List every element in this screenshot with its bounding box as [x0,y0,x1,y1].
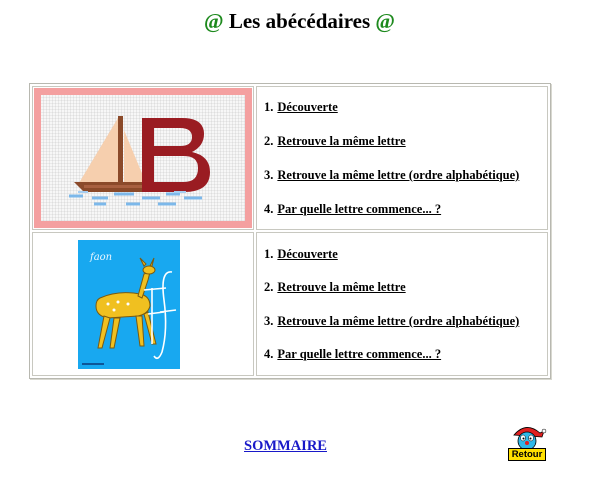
list-item [264,314,519,329]
abecedaire-2-links-cell [256,232,548,376]
link-number: 3. [264,168,274,182]
decouverte-link[interactable]: Découverte [277,247,338,261]
fawn-letter-f-image[interactable] [78,240,180,369]
page-title [0,9,599,34]
link-number: 2. [264,134,274,148]
link-number: 4. [264,202,274,216]
list-item [264,134,406,149]
link-number: 4. [264,347,274,361]
abecedaire-2-image-cell [32,232,254,376]
list-item [264,247,338,262]
abecedaire-1-links-cell [256,86,548,230]
sommaire-link[interactable]: SOMMAIRE [244,438,327,454]
par-quelle-lettre-link[interactable]: Par quelle lettre commence... ? [277,347,442,361]
retrouve-ordre-alphabetique-link[interactable]: Retrouve la même lettre (ordre alphabétique) [277,168,520,182]
retrouve-ordre-alphabetique-link[interactable]: Retrouve la même lettre (ordre alphabétique) [277,314,520,328]
link-number: 3. [264,314,274,328]
at-symbol-left: @ [204,9,224,33]
faon-word: faon [90,252,113,263]
list-item [264,347,441,362]
page-title-text: Les abécédaires [228,9,371,33]
boat-letter-b-image[interactable] [34,88,252,228]
list-item [264,168,519,183]
abecedaires-table [29,83,551,379]
link-number: 1. [264,247,274,261]
at-symbol-right: @ [375,9,395,33]
list-item [264,280,406,295]
link-number: 1. [264,100,274,114]
retour-button[interactable] [504,423,550,465]
list-item [264,100,338,115]
decouverte-link[interactable]: Découverte [277,100,338,114]
retour-label: Retour [508,448,546,461]
retrouve-meme-lettre-link[interactable]: Retrouve la même lettre [277,134,406,148]
par-quelle-lettre-link[interactable]: Par quelle lettre commence... ? [277,202,442,216]
retrouve-meme-lettre-link[interactable]: Retrouve la même lettre [277,280,406,294]
link-number: 2. [264,280,274,294]
list-item [264,202,441,217]
abecedaire-1-image-cell [32,86,254,230]
